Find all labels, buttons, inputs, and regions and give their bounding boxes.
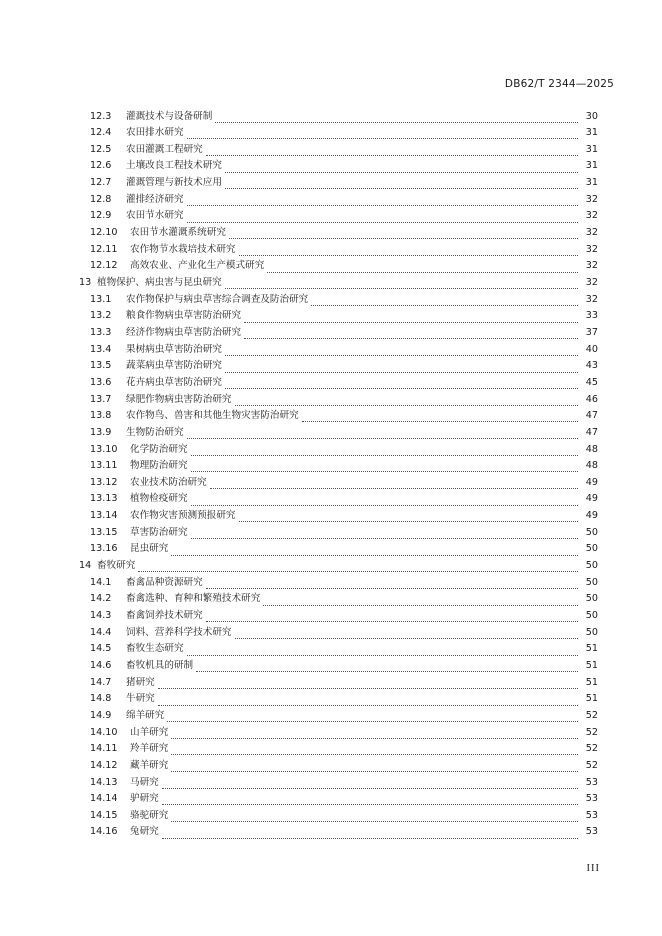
- toc-entry[interactable]: [90, 108, 598, 125]
- toc-entry[interactable]: [90, 175, 598, 192]
- toc-entry[interactable]: [90, 541, 598, 558]
- toc-entry-page: 32: [585, 277, 598, 288]
- toc-entry-title: 花卉病虫草害防治研究: [126, 376, 222, 388]
- toc-entry-title: 化学防治研究: [130, 443, 188, 455]
- toc-dot-leader: [191, 529, 578, 539]
- toc-dot-leader: [171, 762, 578, 772]
- toc-entry[interactable]: [90, 158, 598, 175]
- toc-entry-title: 粮食作物病虫草害防治研究: [126, 310, 242, 322]
- toc-entry-title: 山羊研究: [130, 726, 169, 738]
- toc-dot-leader: [215, 113, 578, 123]
- toc-dot-leader: [225, 379, 578, 389]
- toc-entry-number: 14.9: [90, 709, 112, 721]
- toc-entry-page: 49: [585, 476, 598, 488]
- toc-entry-number: 12.6: [90, 160, 112, 172]
- toc-entry-number: 12.11: [90, 243, 118, 255]
- toc-entry[interactable]: [90, 791, 598, 808]
- toc-entry-number: 14.11: [90, 743, 118, 755]
- toc-entry-page: 47: [585, 410, 598, 422]
- toc-entry[interactable]: [90, 574, 598, 591]
- toc-dot-leader: [206, 579, 578, 589]
- toc-entry-number: 13.9: [90, 426, 112, 438]
- toc-entry-title: 农作物节水栽培技术研究: [130, 243, 236, 255]
- toc-entry-title: 畜牧机具的研制: [126, 659, 194, 671]
- toc-entry-title: 马研究: [130, 776, 159, 788]
- toc-entry-number: 14.1: [90, 576, 112, 588]
- toc-entry-page: 32: [585, 243, 598, 255]
- toc-entry-number: 13.7: [90, 393, 112, 405]
- toc-entry-number: 13.6: [90, 376, 112, 388]
- toc-entry-number: 14.15: [90, 809, 118, 821]
- toc-entry-number: 12.5: [90, 143, 112, 155]
- toc-entry-title: 农作物鸟、兽害和其他生物灾害防治研究: [126, 410, 299, 422]
- toc-entry-page: 52: [585, 709, 598, 721]
- toc-entry[interactable]: [90, 424, 598, 441]
- toc-entry[interactable]: [90, 374, 598, 391]
- toc-entry[interactable]: [90, 208, 598, 225]
- toc-entry[interactable]: [90, 641, 598, 658]
- toc-entry-page: 37: [585, 326, 598, 338]
- toc-entry-page: 43: [585, 360, 598, 372]
- toc-entry-title: 兔研究: [130, 826, 159, 838]
- document-code: DB62/T 2344—2025: [504, 78, 614, 90]
- toc-entry-page: 32: [585, 260, 598, 272]
- toc-entry-number: 14.5: [90, 643, 112, 655]
- toc-entry[interactable]: [90, 391, 598, 408]
- toc-dot-leader: [187, 213, 578, 223]
- toc-dot-leader: [138, 562, 578, 572]
- toc-entry[interactable]: [90, 324, 598, 341]
- toc-entry-page: 50: [585, 593, 598, 605]
- toc-entry-number: 13.1: [90, 293, 112, 305]
- toc-entry-page: 53: [585, 793, 598, 805]
- toc-entry[interactable]: [90, 624, 598, 641]
- toc-entry[interactable]: [90, 291, 598, 308]
- toc-entry-page: 53: [585, 826, 598, 838]
- toc-entry-title: 驴研究: [130, 793, 159, 805]
- toc-entry-number: 13.10: [90, 443, 118, 455]
- toc-entry-number: 14.7: [90, 676, 112, 688]
- toc-entry-number: 13.11: [90, 460, 118, 472]
- toc-dot-leader: [167, 712, 578, 722]
- toc-entry[interactable]: [90, 774, 598, 791]
- toc-entry[interactable]: [90, 308, 598, 325]
- toc-entry-number: 14.6: [90, 659, 112, 671]
- toc-entry-title: 畜禽品种资源研究: [126, 576, 203, 588]
- toc-entry[interactable]: [90, 707, 598, 724]
- toc-entry-page: 31: [585, 143, 598, 155]
- toc-entry-page: 50: [585, 560, 598, 572]
- toc-entry[interactable]: [90, 458, 598, 475]
- toc-entry-title: 草害防治研究: [130, 526, 188, 538]
- toc-dot-leader: [225, 163, 578, 173]
- toc-entry[interactable]: [90, 807, 598, 824]
- toc-entry-page: 52: [585, 759, 598, 771]
- toc-entry[interactable]: [90, 474, 598, 491]
- toc-entry-number: 13.8: [90, 410, 112, 422]
- toc-entry-title: 土壤改良工程技术研究: [126, 160, 222, 172]
- toc-entry[interactable]: [90, 757, 598, 774]
- toc-entry[interactable]: [90, 591, 598, 608]
- toc-entry-page: 45: [585, 376, 598, 388]
- toc-entry-title: 生物防治研究: [126, 426, 184, 438]
- toc-dot-leader: [206, 612, 578, 622]
- toc-entry-title: 畜禽饲养技术研究: [126, 610, 203, 621]
- toc-entry-page: 31: [585, 127, 598, 139]
- toc-entry-title: 灌溉技术与设备研制: [126, 110, 213, 122]
- toc-entry-page: 50: [585, 610, 598, 621]
- toc-entry-number: 13: [79, 277, 92, 288]
- toc-entry-title: 农作物保护与病虫草害综合调查及防治研究: [126, 293, 309, 305]
- toc-dot-leader: [302, 412, 578, 422]
- toc-dot-leader: [171, 546, 578, 556]
- toc-dot-leader: [162, 795, 578, 805]
- toc-entry-title: 农田节水灌溉系统研究: [130, 227, 226, 239]
- toc-entry-page: 50: [585, 526, 598, 538]
- toc-entry[interactable]: [90, 724, 598, 741]
- toc-entry-number: 13.4: [90, 343, 112, 355]
- toc-entry-number: 13.5: [90, 360, 112, 372]
- toc-entry[interactable]: [79, 558, 598, 575]
- toc-entry-title: 植物检疫研究: [130, 493, 188, 505]
- toc-entry-page: 52: [585, 743, 598, 755]
- toc-entry[interactable]: [90, 741, 598, 758]
- toc-entry-title: 农田灌溉工程研究: [126, 143, 203, 155]
- toc-entry-number: 14.12: [90, 759, 118, 771]
- toc-entry-page: 53: [585, 809, 598, 821]
- toc-entry[interactable]: [90, 358, 598, 375]
- toc-entry-title: 绿肥作物病虫害防治研究: [126, 393, 232, 405]
- toc-entry-title: 植物保护、病虫害与昆虫研究: [97, 277, 222, 288]
- toc-entry-title: 灌排经济研究: [126, 193, 184, 205]
- toc-dot-leader: [171, 729, 578, 739]
- toc-entry-number: 12.10: [90, 227, 118, 239]
- toc-entry-title: 畜禽选种、育种和繁殖技术研究: [126, 593, 261, 605]
- toc-dot-leader: [239, 512, 578, 522]
- toc-dot-leader: [187, 646, 578, 656]
- toc-entry-title: 果树病虫草害防治研究: [126, 343, 222, 355]
- toc-entry-title: 畜牧研究: [97, 560, 136, 572]
- toc-entry-number: 13.12: [90, 476, 118, 488]
- toc-dot-leader: [191, 446, 578, 456]
- toc-entry-number: 14.10: [90, 726, 118, 738]
- toc-entry-number: 13.15: [90, 526, 118, 538]
- toc-entry[interactable]: [90, 225, 598, 242]
- toc-entry-number: 13.13: [90, 493, 118, 505]
- toc-entry-page: 49: [585, 510, 598, 522]
- toc-entry-page: 50: [585, 576, 598, 588]
- toc-entry-number: 13.3: [90, 326, 112, 338]
- toc-dot-leader: [187, 129, 578, 139]
- toc-entry-page: 51: [585, 643, 598, 655]
- toc-dot-leader: [158, 696, 578, 706]
- toc-dot-leader: [225, 279, 578, 289]
- toc-entry-page: 47: [585, 426, 598, 438]
- toc-entry-number: 12.12: [90, 260, 118, 272]
- toc-entry-number: 13.14: [90, 510, 118, 522]
- toc-entry-title: 灌溉管理与新技术应用: [126, 177, 222, 189]
- page-number: III: [586, 863, 600, 874]
- toc-dot-leader: [244, 313, 578, 323]
- toc-entry-number: 12.7: [90, 177, 112, 189]
- toc-entry-title: 昆虫研究: [130, 543, 169, 555]
- toc-entry-page: 49: [585, 493, 598, 505]
- toc-dot-leader: [235, 629, 578, 639]
- toc-entry-number: 14.8: [90, 693, 112, 705]
- toc-entry-page: 50: [585, 626, 598, 638]
- toc-entry-page: 32: [585, 227, 598, 239]
- toc-entry[interactable]: [79, 275, 598, 292]
- toc-entry-number: 12.3: [90, 110, 112, 122]
- toc-entry[interactable]: [90, 241, 598, 258]
- toc-entry-number: 13.2: [90, 310, 112, 322]
- toc-entry-number: 12.9: [90, 210, 112, 222]
- toc-entry-number: 14.2: [90, 593, 112, 605]
- toc-entry-number: 14.16: [90, 826, 118, 838]
- toc-entry[interactable]: [90, 191, 598, 208]
- toc-entry-title: 绵羊研究: [126, 709, 165, 721]
- toc-entry-page: 31: [585, 160, 598, 172]
- toc-dot-leader: [225, 346, 578, 356]
- toc-entry-page: 52: [585, 726, 598, 738]
- toc-dot-leader: [229, 229, 578, 239]
- toc-dot-leader: [239, 246, 578, 256]
- toc-dot-leader: [162, 779, 578, 789]
- toc-entry-title: 牛研究: [126, 693, 155, 705]
- toc-dot-leader: [311, 296, 578, 306]
- toc-entry[interactable]: [90, 141, 598, 158]
- toc-entry-title: 农田排水研究: [126, 127, 184, 139]
- toc-entry-title: 高效农业、产业化生产模式研究: [130, 260, 265, 272]
- toc-dot-leader: [267, 263, 578, 273]
- toc-entry-number: 14.14: [90, 793, 118, 805]
- toc-entry-page: 50: [585, 543, 598, 555]
- toc-entry-number: 14.3: [90, 610, 112, 621]
- toc-dot-leader: [206, 146, 578, 156]
- toc-entry-title: 畜牧生态研究: [126, 643, 184, 655]
- toc-entry-title: 骆驼研究: [130, 809, 169, 821]
- toc-entry[interactable]: [90, 341, 598, 358]
- toc-entry-title: 蔬菜病虫草害防治研究: [126, 360, 222, 372]
- toc-entry-title: 农作物灾害预测预报研究: [130, 510, 236, 522]
- toc-entry[interactable]: [90, 491, 598, 508]
- toc-entry-title: 藏羊研究: [130, 759, 169, 771]
- toc-dot-leader: [244, 329, 578, 339]
- toc-entry-page: 53: [585, 776, 598, 788]
- toc-entry[interactable]: [90, 691, 598, 708]
- toc-entry[interactable]: [90, 608, 598, 625]
- toc-dot-leader: [187, 196, 578, 206]
- toc-entry[interactable]: [90, 657, 598, 674]
- toc-entry-number: 12.4: [90, 127, 112, 139]
- toc-entry-number: 13.16: [90, 543, 118, 555]
- toc-entry-number: 14: [79, 560, 92, 572]
- toc-dot-leader: [225, 179, 578, 189]
- toc-dot-leader: [191, 462, 578, 472]
- toc-entry-page: 46: [585, 393, 598, 405]
- toc-entry[interactable]: [90, 441, 598, 458]
- toc-entry-page: 51: [585, 659, 598, 671]
- toc-dot-leader: [196, 662, 578, 672]
- toc-entry-number: 14.4: [90, 626, 112, 638]
- toc-entry[interactable]: [90, 674, 598, 691]
- toc-dot-leader: [235, 396, 578, 406]
- toc-dot-leader: [158, 679, 578, 689]
- toc-dot-leader: [210, 479, 578, 489]
- toc-entry-page: 31: [585, 177, 598, 189]
- toc-entry-page: 51: [585, 693, 598, 705]
- toc-entry-title: 物理防治研究: [130, 460, 188, 472]
- toc-entry[interactable]: [90, 258, 598, 275]
- toc-entry-page: 33: [585, 310, 598, 322]
- toc-entry[interactable]: [90, 508, 598, 525]
- toc-entry-title: 农田节水研究: [126, 210, 184, 222]
- toc-entry-page: 32: [585, 193, 598, 205]
- toc-entry-page: 30: [585, 110, 598, 122]
- toc-dot-leader: [162, 829, 578, 839]
- toc-entry-page: 48: [585, 460, 598, 472]
- toc-entry[interactable]: [90, 125, 598, 142]
- toc-entry-title: 经济作物病虫草害防治研究: [126, 326, 242, 338]
- toc-entry-page: 48: [585, 443, 598, 455]
- toc-entry[interactable]: [90, 408, 598, 425]
- toc-entry-page: 51: [585, 676, 598, 688]
- toc-entry-page: 32: [585, 293, 598, 305]
- toc-entry-title: 饲料、营养科学技术研究: [126, 626, 232, 638]
- toc-entry-title: 羚羊研究: [130, 743, 169, 755]
- toc-dot-leader: [191, 496, 578, 506]
- toc-dot-leader: [263, 596, 578, 606]
- toc-entry[interactable]: [90, 524, 598, 541]
- toc-entry-title: 猪研究: [126, 676, 155, 688]
- toc-entry-page: 32: [585, 210, 598, 222]
- toc-dot-leader: [171, 745, 578, 755]
- toc-entry-title: 农业技术防治研究: [130, 476, 207, 488]
- toc-dot-leader: [171, 812, 578, 822]
- toc-entry-number: 12.8: [90, 193, 112, 205]
- toc-dot-leader: [225, 363, 578, 373]
- toc-entry-number: 14.13: [90, 776, 118, 788]
- toc-entry-page: 40: [585, 343, 598, 355]
- toc-entry[interactable]: [90, 824, 598, 841]
- toc-dot-leader: [187, 429, 578, 439]
